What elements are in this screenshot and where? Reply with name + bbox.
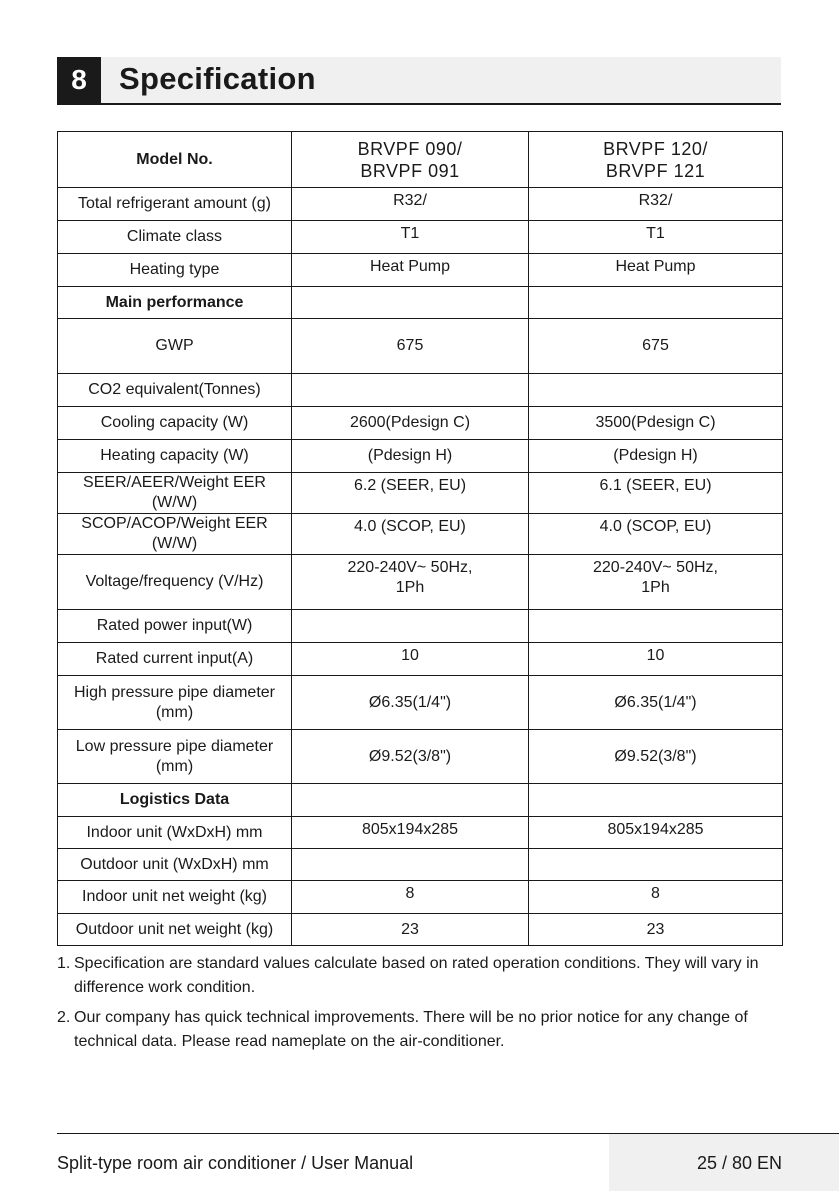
row-value-1: 220-240V~ 50Hz, 1Ph xyxy=(292,555,529,610)
table-row xyxy=(58,817,783,849)
table-header-row xyxy=(58,132,783,188)
section-title: Specification xyxy=(119,61,316,96)
row-label: Heating capacity (W) xyxy=(58,440,292,473)
row-value-1 xyxy=(292,849,529,881)
table-row xyxy=(58,849,783,881)
table-section-row xyxy=(58,287,783,319)
row-label: Outdoor unit net weight (kg) xyxy=(58,914,292,946)
table-row xyxy=(58,643,783,676)
row-label: Indoor unit net weight (kg) xyxy=(58,881,292,914)
footer-page-number: 25 / 80 EN xyxy=(696,1153,782,1173)
row-value-2: T1 xyxy=(529,221,783,254)
row-value-1: T1 xyxy=(292,221,529,254)
row-value-2: R32/ xyxy=(529,188,783,221)
note-text: Specification are standard values calculate based on rated operation conditions. They will vary in difference work condition. xyxy=(74,955,759,996)
notes-list xyxy=(57,952,777,1060)
row-value-1: Ø6.35(1/4") xyxy=(292,676,529,730)
row-value-1 xyxy=(292,287,529,319)
row-value-2: 3500(Pdesign C) xyxy=(529,407,783,440)
row-value-2: 220-240V~ 50Hz, 1Ph xyxy=(529,555,783,610)
row-value-1: 10 xyxy=(292,643,529,676)
row-label: Rated power input(W) xyxy=(58,610,292,643)
table-row xyxy=(58,407,783,440)
row-value-1: 4.0 (SCOP, EU) xyxy=(292,514,529,555)
section-header xyxy=(57,57,781,105)
row-label: Heating type xyxy=(58,254,292,287)
row-value-2: 10 xyxy=(529,643,783,676)
table-row xyxy=(58,473,783,514)
row-value-1: Ø9.52(3/8") xyxy=(292,730,529,784)
row-value-2 xyxy=(529,374,783,407)
row-value-1: 6.2 (SEER, EU) xyxy=(292,473,529,514)
row-label: GWP xyxy=(58,319,292,374)
row-value-1 xyxy=(292,784,529,817)
header-model-2: BRVPF 120/ BRVPF 121 xyxy=(529,132,783,188)
row-value-1: Heat Pump xyxy=(292,254,529,287)
row-label: Voltage/frequency (V/Hz) xyxy=(58,555,292,610)
table-row xyxy=(58,730,783,784)
specification-table xyxy=(57,131,783,946)
row-value-1: 8 xyxy=(292,881,529,914)
table-row xyxy=(58,374,783,407)
table-row xyxy=(58,676,783,730)
row-value-1 xyxy=(292,610,529,643)
table-section-row xyxy=(58,784,783,817)
row-value-2 xyxy=(529,610,783,643)
row-value-2 xyxy=(529,784,783,817)
table-row xyxy=(58,254,783,287)
row-value-2: Ø6.35(1/4") xyxy=(529,676,783,730)
table-row xyxy=(58,188,783,221)
row-value-2: 675 xyxy=(529,319,783,374)
row-value-2: (Pdesign H) xyxy=(529,440,783,473)
note-number: 1. xyxy=(57,955,71,972)
table-row xyxy=(58,881,783,914)
row-value-1: R32/ xyxy=(292,188,529,221)
table-row xyxy=(58,319,783,374)
list-item xyxy=(57,1006,777,1054)
table-row xyxy=(58,555,783,610)
row-label: CO2 equivalent(Tonnes) xyxy=(58,374,292,407)
row-value-1: 805x194x285 xyxy=(292,817,529,849)
row-value-2: 23 xyxy=(529,914,783,946)
row-value-1 xyxy=(292,374,529,407)
row-label: SEER/AEER/Weight EER (W/W) xyxy=(58,473,292,514)
row-value-1: 675 xyxy=(292,319,529,374)
row-value-2: Ø9.52(3/8") xyxy=(529,730,783,784)
row-label: Logistics Data xyxy=(58,784,292,817)
row-value-1: (Pdesign H) xyxy=(292,440,529,473)
row-value-2: 4.0 (SCOP, EU) xyxy=(529,514,783,555)
row-value-2: 805x194x285 xyxy=(529,817,783,849)
row-value-1: 23 xyxy=(292,914,529,946)
note-number: 2. xyxy=(57,1009,71,1026)
table-row xyxy=(58,610,783,643)
row-label: High pressure pipe diameter (mm) xyxy=(58,676,292,730)
row-value-1: 2600(Pdesign C) xyxy=(292,407,529,440)
row-value-2: 8 xyxy=(529,881,783,914)
footer-manual-title: Split-type room air conditioner / User Manual xyxy=(57,1153,414,1173)
list-item xyxy=(57,952,777,1000)
row-label: Climate class xyxy=(58,221,292,254)
header-model-1: BRVPF 090/ BRVPF 091 xyxy=(292,132,529,188)
table-row xyxy=(58,440,783,473)
row-value-2: Heat Pump xyxy=(529,254,783,287)
row-value-2 xyxy=(529,849,783,881)
table-row xyxy=(58,221,783,254)
row-label: Low pressure pipe diameter (mm) xyxy=(58,730,292,784)
row-label: Indoor unit (WxDxH) mm xyxy=(58,817,292,849)
note-text: Our company has quick technical improvements. There will be no prior notice for any change of technical data. Please read nameplate on the air-conditioner. xyxy=(74,1009,748,1050)
row-label: Rated current input(A) xyxy=(58,643,292,676)
row-value-2: 6.1 (SEER, EU) xyxy=(529,473,783,514)
table-row xyxy=(58,914,783,946)
row-value-2 xyxy=(529,287,783,319)
row-label: Total refrigerant amount (g) xyxy=(58,188,292,221)
section-number: 8 xyxy=(57,57,101,103)
row-label: Outdoor unit (WxDxH) mm xyxy=(58,849,292,881)
row-label: SCOP/ACOP/Weight EER (W/W) xyxy=(58,514,292,555)
row-label: Cooling capacity (W) xyxy=(58,407,292,440)
header-label: Model No. xyxy=(58,132,292,188)
row-label: Main performance xyxy=(58,287,292,319)
table-row xyxy=(58,514,783,555)
